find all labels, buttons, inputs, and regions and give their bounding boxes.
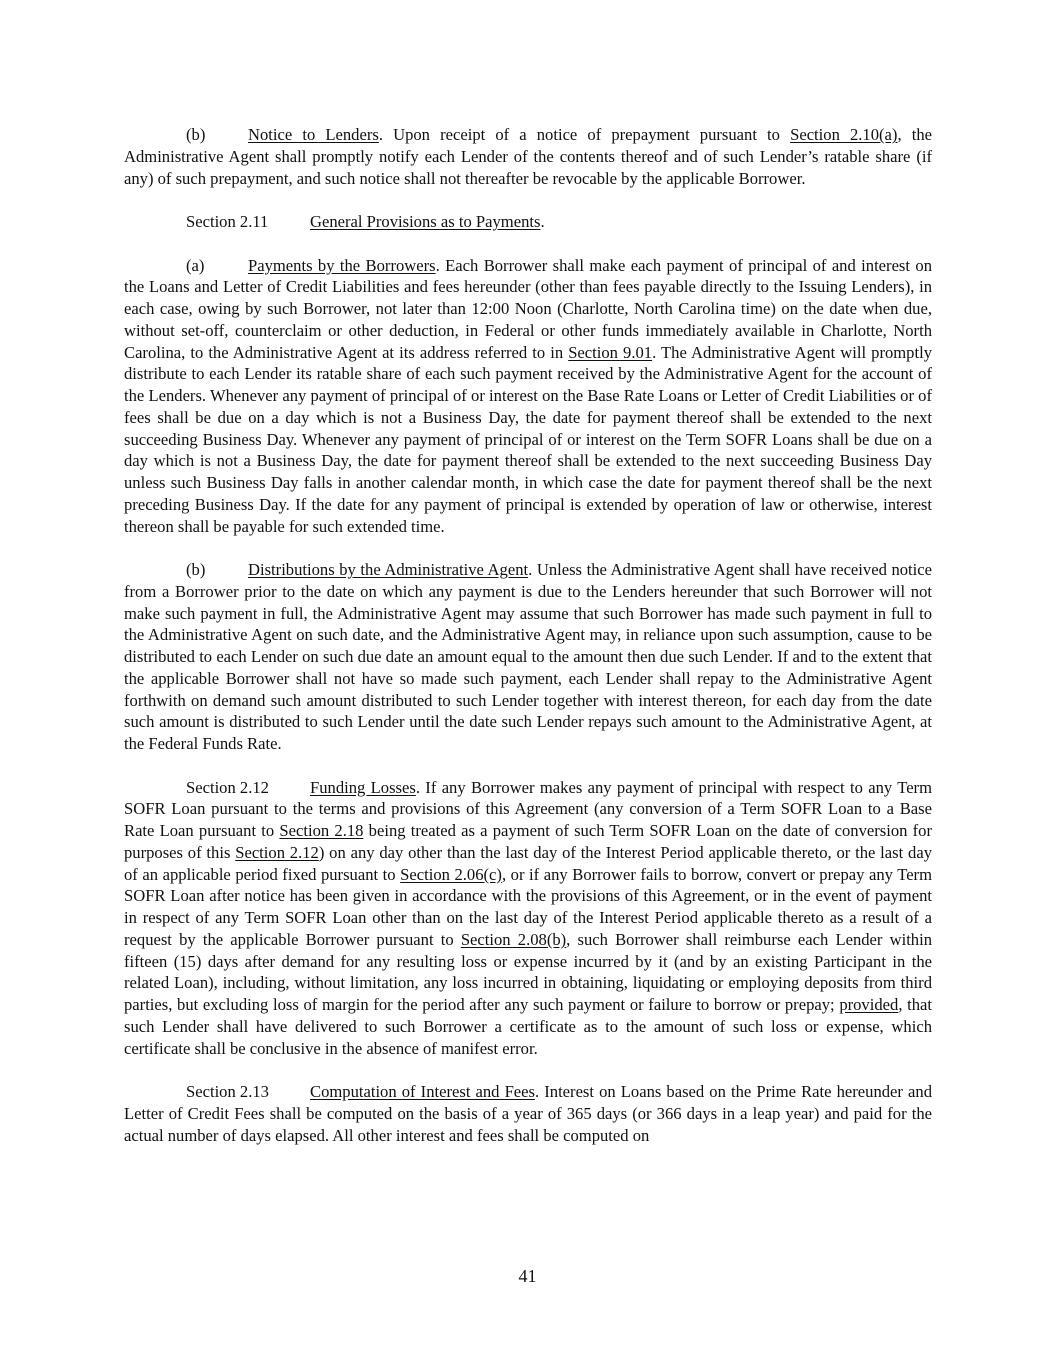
clause-label: (a) xyxy=(186,255,205,275)
section-2-11-heading xyxy=(124,211,932,233)
paragraph-distributions xyxy=(124,559,932,755)
section-number: Section 2.13 xyxy=(186,1082,269,1101)
section-reference: Section 2.06(c) xyxy=(400,864,502,884)
body-text: , or if any Borrower fails to borrow, convert or prepay any Term SOFR Loan after notice has been given in accordance with the provisions of this Agreement, or in the event of payment in respect of any Term SOFR Loan other than on the last day of the Interest Period applicable thereto as a result of a request by the applicable Borrower pursuant to xyxy=(124,864,932,949)
body-text: , such Borrower shall reimburse each Lender within fifteen (15) days after demand for any resulting loss or expense incurred by it (and by an existing Participant in the related Loan), including, without limitation, any loss incurred in obtaining, liquidating or employing deposits from third parties, but excluding loss of margin for the period after any such payment or failure to borrow or prepay; xyxy=(124,929,933,1014)
body-text: , that such Lender shall have delivered to such Borrower a certificate as to the amount of such loss or expense, which certificate shall be conclusive in the absence of manifest error. xyxy=(124,995,933,1058)
paragraph-notice-to-lenders xyxy=(124,124,932,189)
clause-heading: Distributions by the Administrative Agent xyxy=(248,560,529,579)
section-reference: Section 2.10(a) xyxy=(790,125,898,144)
section-2-13-paragraph xyxy=(124,1081,932,1146)
body-text: ) on any day other than the last day of the Interest Period applicable thereto, or the last day of an applicable period fixed pursuant to xyxy=(124,842,932,884)
body-text: . If any Borrower makes any payment of principal with respect to any Term SOFR Loan pursuant to the terms and provisions of this Agreement (any conversion of a Term SOFR Loan to a Base Rate Loan pursuant to xyxy=(124,777,932,840)
clause-label: (b) xyxy=(186,560,206,579)
proviso-term: provided xyxy=(839,995,899,1014)
section-reference: Section 9.01 xyxy=(568,342,653,362)
body-text: . The Administrative Agent will promptly distribute to each Lender its ratable share of each such payment received by the Administrative Agent for the account of the Lenders. Whenever any payment of principal of or interest on the Base Rate Loans or Letter of Credit Liabilities or of fees shall be due on a day which is not a Business Day, the date for payment thereof shall be extended to the next succeeding Business Day. Whenever any payment of principal of or interest on the Term SOFR Loans shall be due on a day which is not a Business Day, the date for payment thereof shall be extended to the next succeeding Business Day unless such Business Day falls in another calendar month, in which case the date for payment thereof shall be the next preceding Business Day. If the date for any payment of principal is extended by operation of law or otherwise, interest thereon shall be payable for such extended time. xyxy=(124,342,932,536)
section-number: Section 2.12 xyxy=(186,777,269,797)
clause-label: (b) xyxy=(186,125,206,144)
document-page xyxy=(124,124,932,1168)
page-number: 41 xyxy=(518,1266,537,1286)
body-text: , the Administrative Agent shall promptly notify each Lender of the contents thereof and of such Lender’s ratable share (if any) of such prepayment, and such notice shall not thereafter be revocable by the applicable Borrower. xyxy=(124,125,932,188)
section-reference: Section 2.12 xyxy=(235,842,319,862)
body-text: . Interest on Loans based on the Prime Rate hereunder and Letter of Credit Fees shall be computed on the basis of a year of 365 days (or 366 days in a leap year) and paid for the actual number of days elapsed. All other interest and fees shall be computed on xyxy=(124,1082,932,1145)
body-text: . Each Borrower shall make each payment of principal of and interest on the Loans and Letter of Credit Liabilities and fees hereunder (other than fees payable directly to the Issuing Lenders), in each case, owing by such Borrower, not later than 12:00 Noon (Charlotte, North Carolina time) on the date when due, without set-off, counterclaim or other deduction, in Federal or other funds immediately available in Charlotte, North Carolina, to the Administrative Agent at its address referred to in xyxy=(124,255,932,362)
clause-heading: Notice to Lenders xyxy=(248,125,379,144)
body-text: being treated as a payment of such Term SOFR Loan on the date of conversion for purposes of this xyxy=(124,821,932,862)
section-number: Section 2.11 xyxy=(186,212,269,231)
paragraph-payments-by-borrowers xyxy=(124,255,932,538)
clause-heading: Payments by the Borrowers xyxy=(248,255,436,275)
section-title: Computation of Interest and Fees xyxy=(310,1082,535,1101)
section-title: General Provisions as to Payments xyxy=(310,212,541,231)
section-reference: Section 2.18 xyxy=(279,821,364,840)
section-2-12-paragraph xyxy=(124,777,932,1060)
body-text: . Unless the Administrative Agent shall have received notice from a Borrower prior to the date on which any payment is due to the Lenders hereunder that such Borrower will not make such payment in full, the Administrative Agent may assume that such Borrower has made such payment in full to the Administrative Agent on such date, and the Administrative Agent may, in reliance upon such assumption, cause to be distributed to each Lender on such due date an amount equal to the amount then due such Lender. If and to the extent that the applicable Borrower shall not have so made such payment, each Lender shall repay to the Administrative Agent forthwith on demand such amount distributed to such Lender together with interest thereon, for each day from the date such amount is distributed to such Lender until the date such Lender repays such amount to the Administrative Agent, at the Federal Funds Rate. xyxy=(124,560,932,753)
section-title: Funding Losses xyxy=(310,777,416,797)
section-reference: Section 2.08(b) xyxy=(460,929,567,949)
body-text: . Upon receipt of a notice of prepayment pursuant to xyxy=(378,125,791,144)
body-text: . xyxy=(540,212,545,231)
